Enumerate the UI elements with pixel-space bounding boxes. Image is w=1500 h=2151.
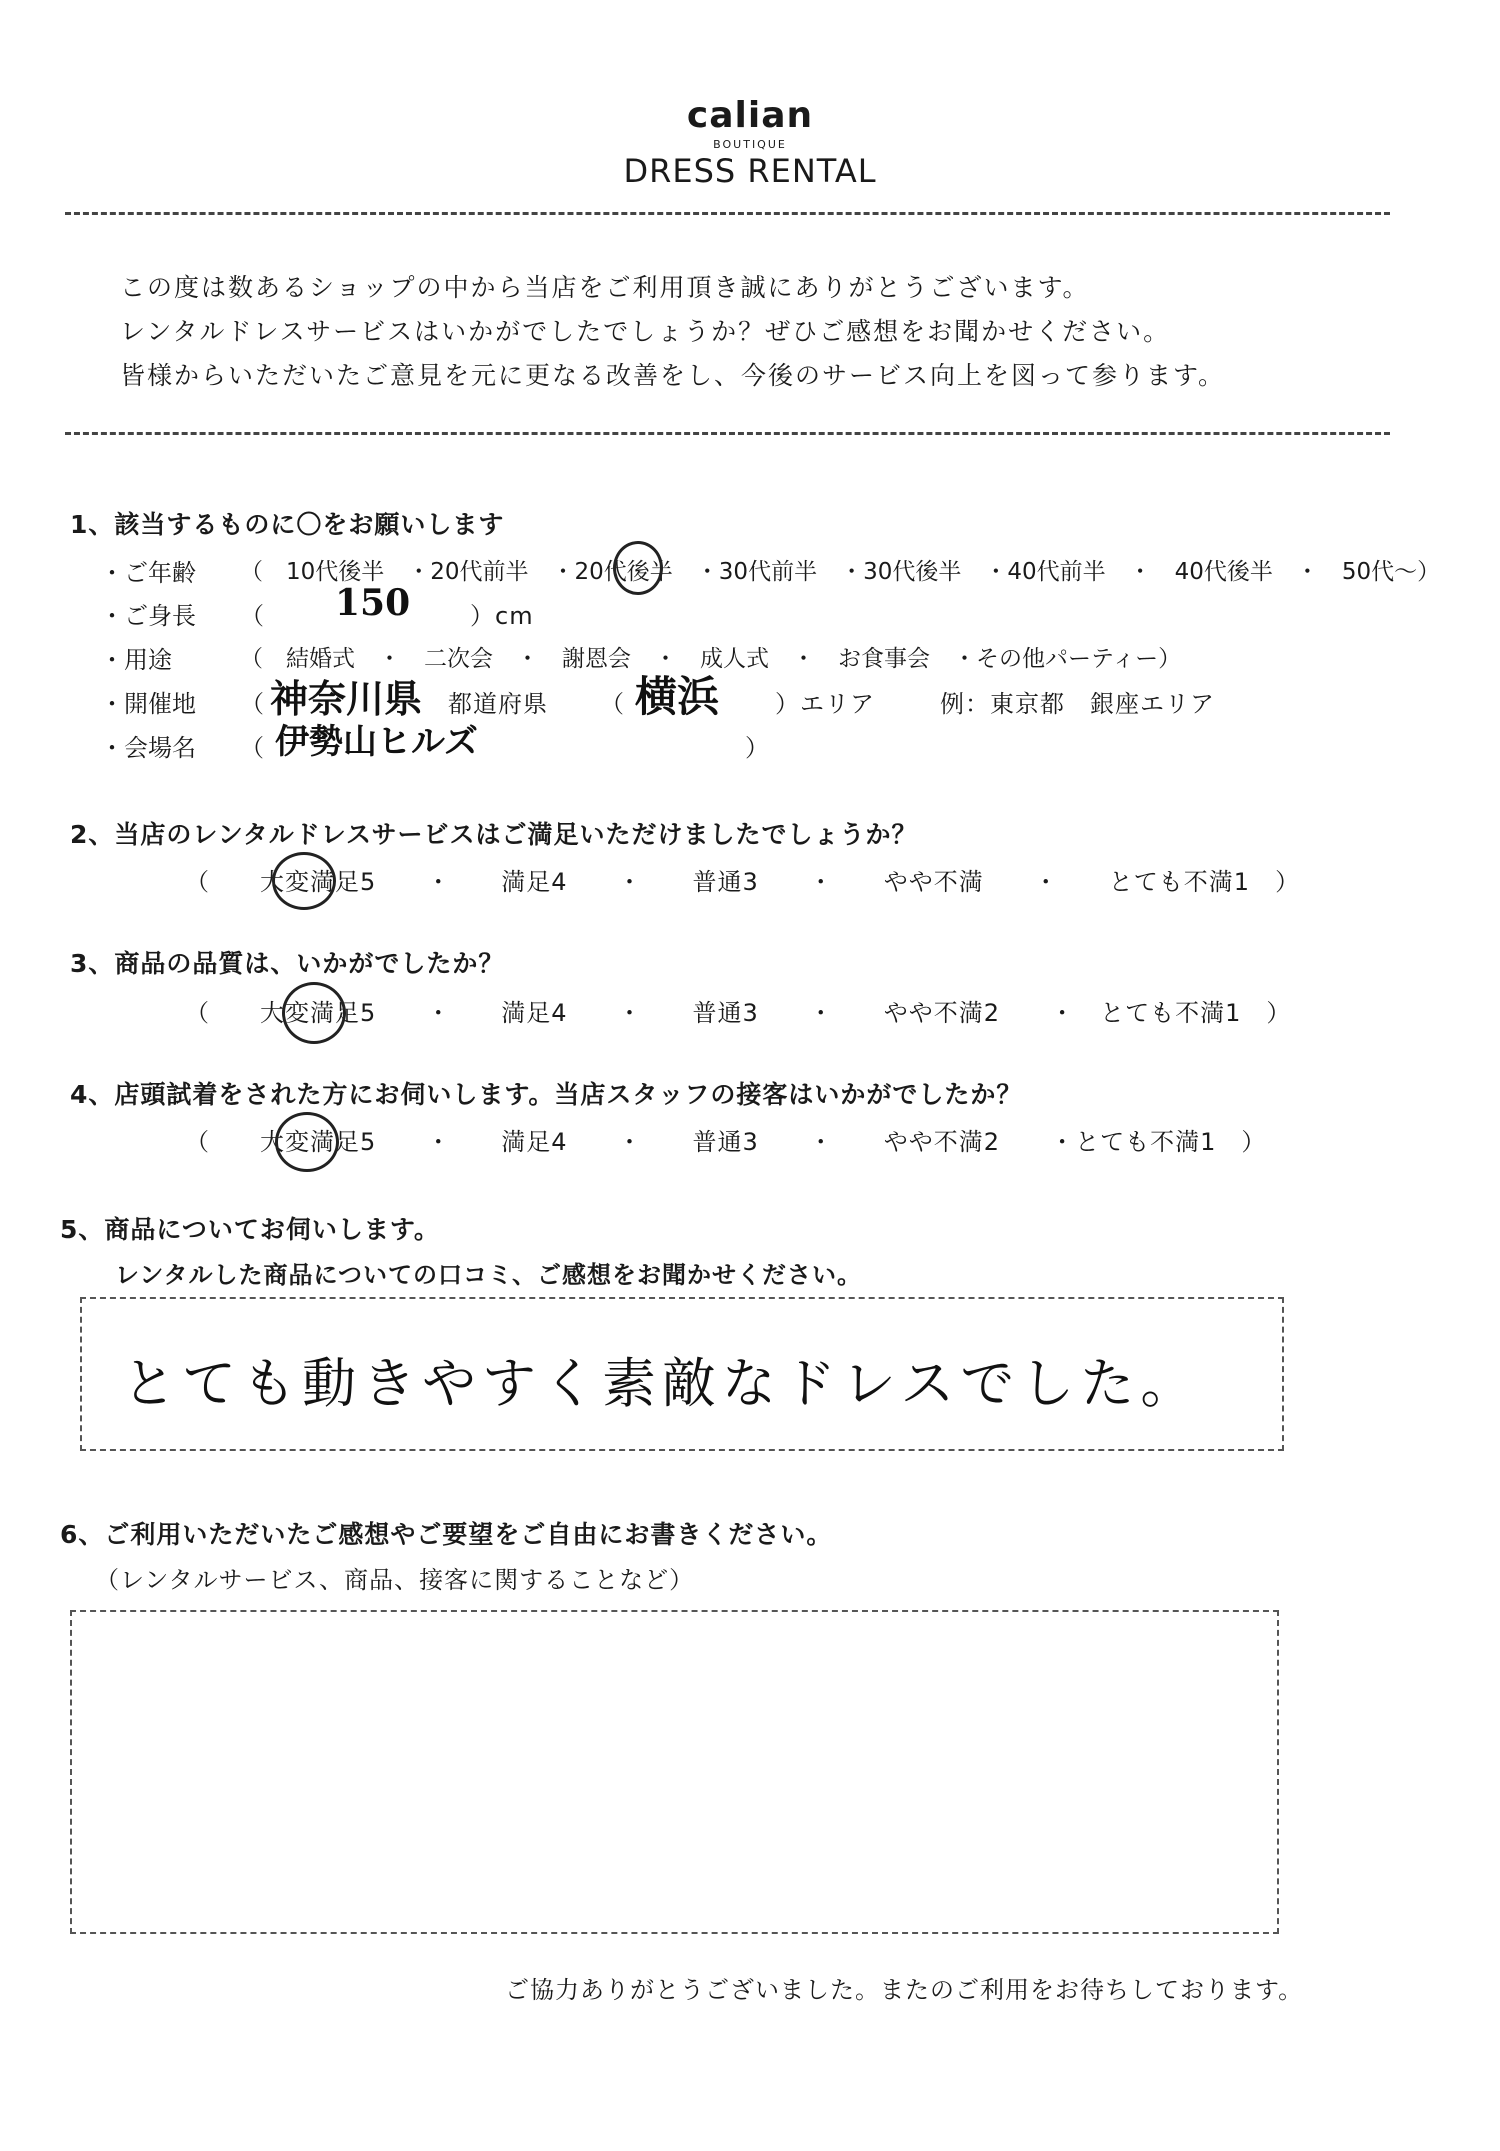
purpose-label: ・用途	[100, 646, 172, 674]
venue-example: 例：東京都 銀座エリア	[940, 690, 1215, 718]
intro-line-1: この度は数あるショップの中から当店をご利用頂き誠にありがとうございます。	[120, 273, 1090, 302]
venue-area-open-paren: （	[600, 690, 625, 718]
venue-area-label: ）エリア	[775, 690, 875, 718]
page-title: DRESS RENTAL	[623, 152, 877, 190]
q6-subtitle: （レンタルサービス、商品、接客に関することなど）	[95, 1566, 695, 1594]
height-unit: ）cm	[470, 602, 534, 630]
q5-subtitle: レンタルした商品についての口コミ、ご感想をお聞かせください。	[115, 1261, 862, 1289]
q2-title: 2、当店のレンタルドレスサービスはご満足いただけましたでしょうか？	[70, 820, 918, 849]
q5-answer-text: とても動きやすく素敵なドレスでした。	[122, 1352, 1201, 1415]
age-selection-circle	[613, 541, 663, 595]
q2-selection-circle	[272, 852, 336, 910]
venue-label: ・開催地	[100, 690, 196, 718]
q3-options: （ 大変満足5 ・ 満足4 ・ 普通3 ・ やや不満2 ・ とても不満1 ）	[185, 999, 1292, 1027]
height-label: ・ご身長	[100, 602, 196, 630]
brand-subtitle: BOUTIQUE	[713, 138, 787, 151]
intro-line-2: レンタルドレスサービスはいかがでしたでしょうか？ぜひご感想をお聞かせください。	[120, 317, 1171, 346]
hall-label: ・会場名	[100, 734, 196, 762]
intro-line-3: 皆様からいただいたご意見を元に更なる改善をし、今後のサービス向上を図って参ります。	[120, 361, 1226, 390]
height-value: 150	[335, 582, 411, 624]
hall-open-paren: （	[240, 734, 265, 762]
q4-options: （ 大変満足5 ・ 満足4 ・ 普通3 ・ やや不満2 ・とても不満1 ）	[185, 1128, 1267, 1156]
age-label: ・ご年齢	[100, 559, 196, 587]
hall-close-paren: ）	[745, 734, 770, 762]
q6-answer-box[interactable]	[70, 1610, 1279, 1934]
height-open-paren: （	[240, 602, 265, 630]
bottom-divider	[65, 432, 1390, 435]
q2-options: （ 大変満足5 ・ 満足4 ・ 普通3 ・ やや不満 ・ とても不満1 ）	[185, 868, 1301, 896]
top-divider	[65, 212, 1390, 215]
q4-title: 4、店頭試着をされた方にお伺いします。当店スタッフの接客はいかがでしたか？	[70, 1080, 1023, 1109]
q3-selection-circle	[282, 982, 346, 1044]
venue-area-value: 横浜	[635, 672, 720, 721]
age-options: （ 10代後半 ・20代前半 ・20代後半 ・30代前半 ・30代後半 ・40代前半 ・ 40代後半 ・ 50代～）	[240, 559, 1441, 585]
venue-prefecture-label: 都道府県	[448, 690, 548, 718]
q3-title: 3、商品の品質は、いかがでしたか？	[70, 949, 505, 978]
q6-title: 6、ご利用いただいたご感想やご要望をご自由にお書きください。	[60, 1520, 833, 1549]
q4-selection-circle	[275, 1112, 339, 1172]
q1-title: 1、該当するものに〇をお願いします	[70, 510, 505, 539]
q5-answer-box[interactable]	[80, 1297, 1284, 1451]
venue-open-paren: （	[240, 690, 265, 718]
venue-prefecture-value: 神奈川県	[270, 676, 423, 721]
footer-thanks: ご協力ありがとうございました。またのご利用をお待ちしております。	[505, 1976, 1304, 2004]
purpose-options: （ 結婚式 ・ 二次会 ・ 謝恩会 ・ 成人式 ・ お食事会 ・その他パーティー）	[240, 646, 1182, 672]
q5-title: 5、商品についてお伺いします。	[60, 1215, 440, 1244]
brand-logo: calian	[686, 95, 814, 136]
hall-value: 伊勢山ヒルズ	[275, 722, 478, 762]
